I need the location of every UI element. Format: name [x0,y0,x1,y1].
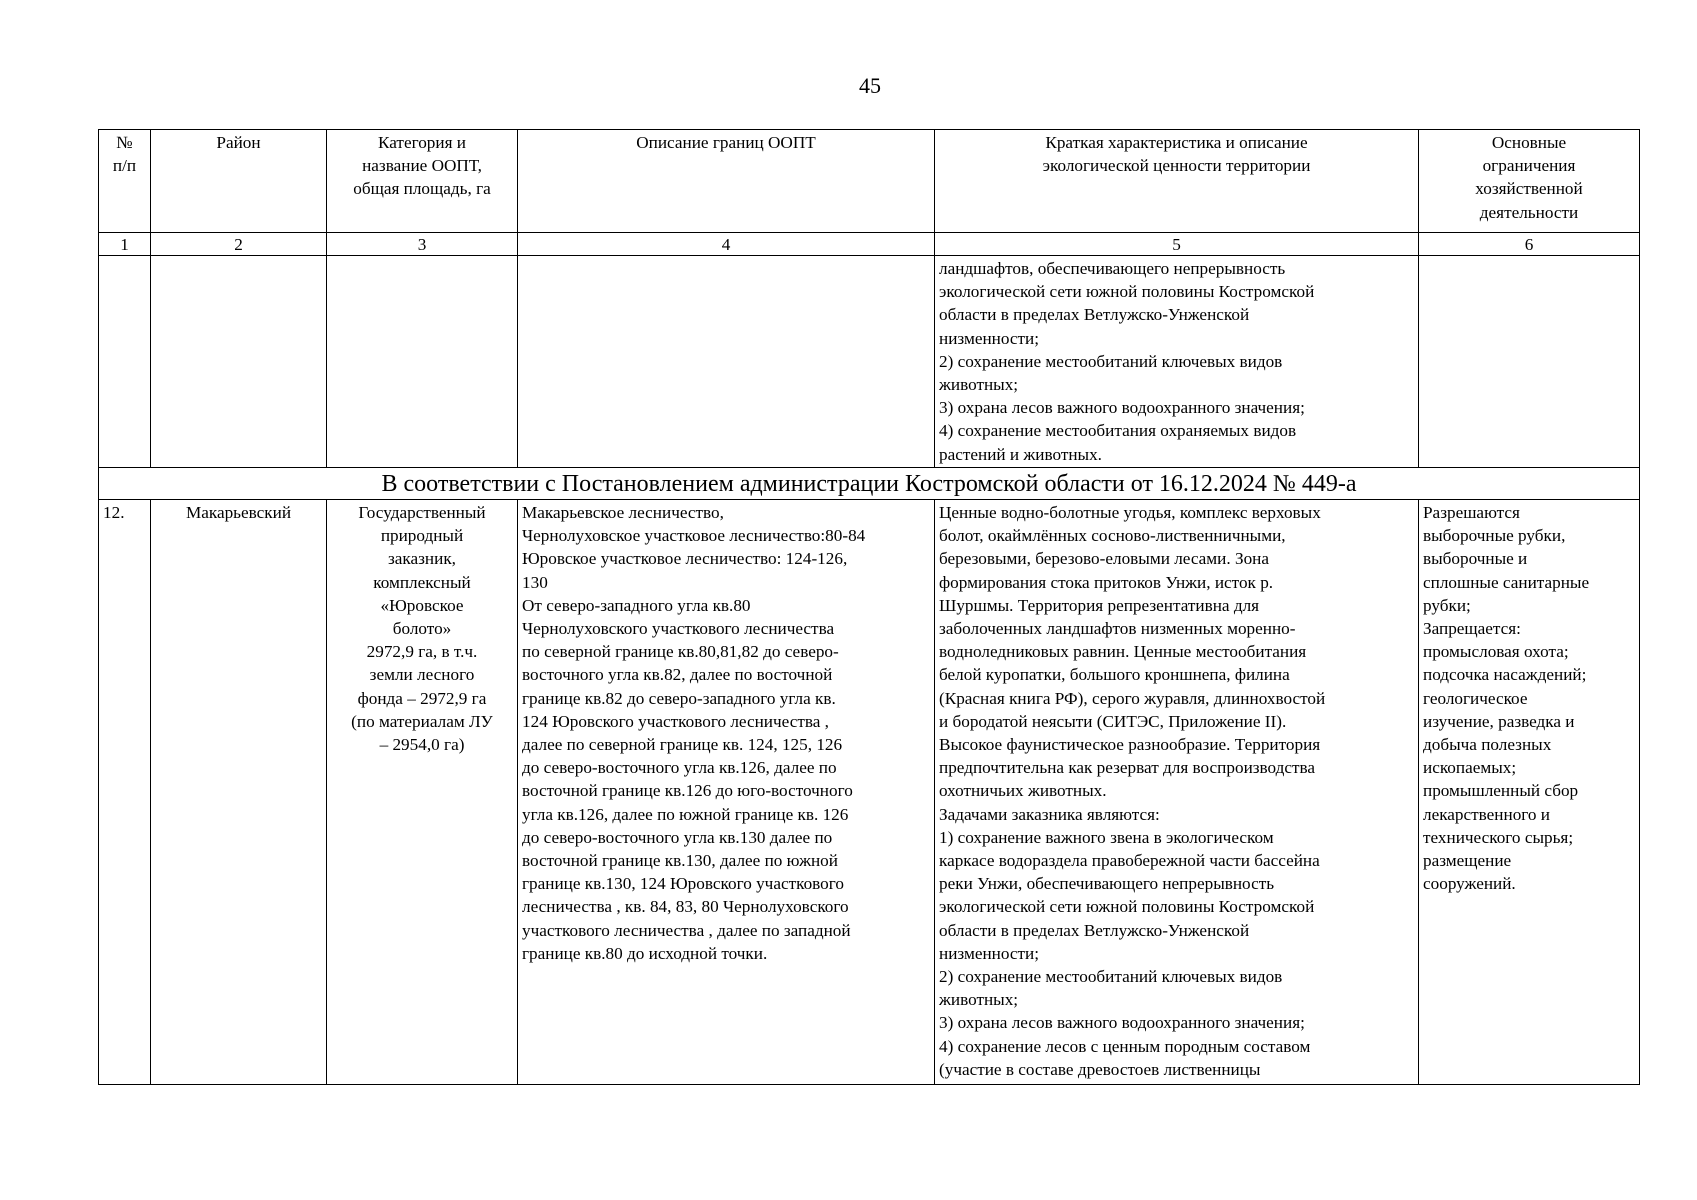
description-cell: Ценные водно-болотные угодья, комплекс верховых болот, окаймлённых сосново-лиственничными, березовыми, березово-еловыми лесами. Зона формирования стока притоков Унжи, исток р. Шуршмы. Территория репрезентативна для заболоченных ландшафтов низменных моренно- водноледниковых равнин. Ценные местообитания белой куропатки, большого кроншнепа, филина (Красная книга РФ), серого журавля, длиннохвостой и бородатой неясыти (СИТЭС, Приложение II). Высокое фаунистическое разнообразие. Территория предпочтительна как резерват для воспроизводства охотничьих животных. Задачами заказника являются: 1) сохранение важного звена в экологическом каркасе водораздела правобережной части бассейна реки Унжи, обеспечивающего непрерывность экологической сети южной половины Костромской области в пределах Ветлужско-Унженской низменности; 2) сохранение местообитаний ключевых видов животных; 3) охрана лесов важного водоохранного значения; 4) сохранение лесов с ценным породным составом (участие в составе древостоев лиственницы [935,500,1419,1085]
column-number: 4 [518,233,935,256]
column-number: 6 [1419,233,1640,256]
section-title: В соответствии с Постановлением администрации Костромской области от 16.12.2024 № 449-а [99,468,1640,500]
boundaries-cell: Макарьевское лесничество, Чернолуховское участковое лесничество:80-84 Юровское участковое лесничество: 124-126, 130 От северо-западного угла кв.80 Чернолуховского участкового лесничества по северной границе кв.80,81,82 до северо- восточного угла кв.82, далее по восточной границе кв.82 до северо-западного угла кв. 124 Юровского участкового лесничества , далее по северной границе кв. 124, 125, 126 до северо-восточного угла кв.126, далее по восточной границе кв.126 до юго-восточного угла кв.126, далее по южной границе кв. 126 до северо-восточного угла кв.130 далее по восточной границе кв.130, далее по южной границе кв.130, 124 Юровского участкового лесничества , кв. 84, 83, 80 Чернолуховского участкового лесничества , далее по западной границе кв.80 до исходной точки. [518,500,935,1085]
section-row [99,468,1640,500]
header-district: Район [151,130,327,233]
district-cell: Макарьевский [151,500,327,1085]
column-number: 5 [935,233,1419,256]
header-boundaries: Описание границ ООПТ [518,130,935,233]
empty-cell [99,256,151,468]
column-number-row [99,233,1640,256]
table-row [99,500,1640,1085]
header-description: Краткая характеристика и описание экологической ценности территории [935,130,1419,233]
header-restrictions: Основные ограничения хозяйственной деятельности [1419,130,1640,233]
header-category: Категория и название ООПТ, общая площадь, га [327,130,518,233]
column-number: 2 [151,233,327,256]
oopt-table [98,129,1640,1085]
empty-cell [327,256,518,468]
empty-cell [151,256,327,468]
continuation-row [99,256,1640,468]
header-number: № п/п [99,130,151,233]
continuation-description: ландшафтов, обеспечивающего непрерывность экологической сети южной половины Костромской области в пределах Ветлужско-Унженской низменности; 2) сохранение местообитаний ключевых видов животных; 3) охрана лесов важного водоохранного значения; 4) сохранение местообитания охраняемых видов растений и животных. [935,256,1419,468]
category-cell: Государственный природный заказник, комплексный «Юровское болото» 2972,9 га, в т.ч. земли лесного фонда – 2972,9 га (по материалам ЛУ – 2954,0 га) [327,500,518,1085]
table-header-row [99,130,1640,233]
empty-cell [1419,256,1640,468]
row-number: 12. [99,500,151,1085]
empty-cell [518,256,935,468]
page-number: 45 [859,73,881,98]
restrictions-cell: Разрешаются выборочные рубки, выборочные и сплошные санитарные рубки; Запрещается: промысловая охота; подсочка насаждений; геологическое изучение, разведка и добыча полезных ископаемых; промышленный сбор лекарственного и технического сырья; размещение сооружений. [1419,500,1640,1085]
column-number: 3 [327,233,518,256]
column-number: 1 [99,233,151,256]
